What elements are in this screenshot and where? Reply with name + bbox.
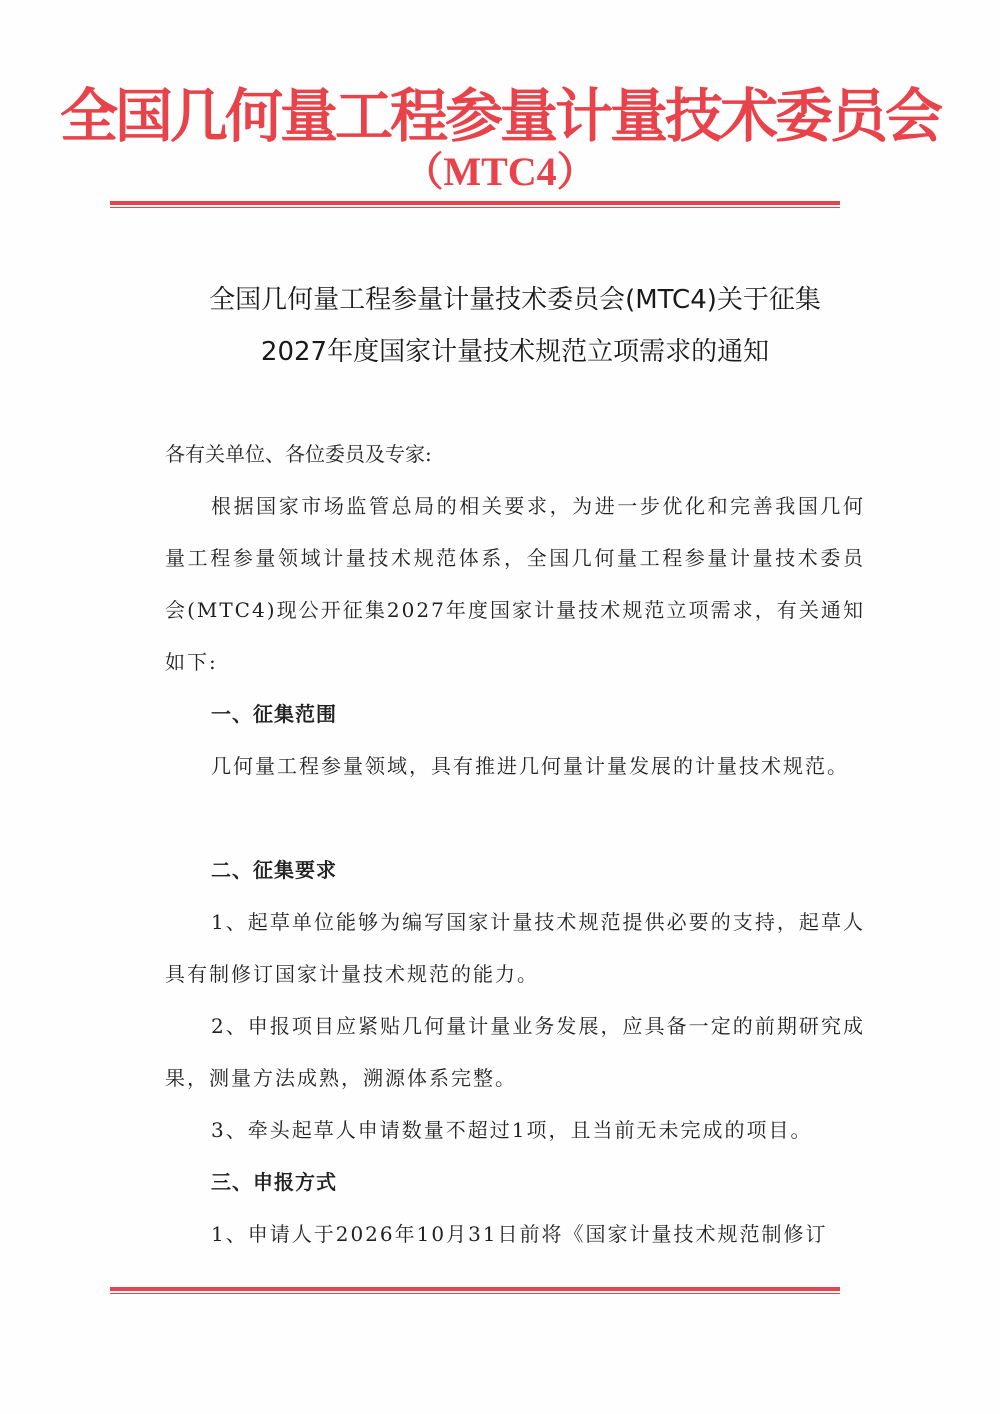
submission-item-1: 1、申请人于2026年10月31日前将《国家计量技术规范制修订 — [211, 1222, 828, 1246]
requirement-item-2: 2、申报项目应紧贴几何量计量业务发展，应具备一定的前期研究成果，测量方法成熟，溯源体系完整。 — [165, 1014, 865, 1090]
scope-paragraph: 几何量工程参量领域，具有推进几何量计量发展的计量技术规范。 — [211, 754, 849, 778]
notice-title — [100, 274, 930, 378]
letterhead-org-code: （MTC4） — [403, 149, 597, 194]
notice-title-line-1: 全国几何量工程参量计量技术委员会(MTC4)关于征集 — [209, 285, 821, 315]
section-heading-submission: 三、申报方式 — [211, 1170, 337, 1194]
requirement-item-3: 3、牵头起草人申请数量不超过1项，且当前无未完成的项目。 — [211, 1118, 813, 1142]
notice-title-line-2: 2027年度国家计量技术规范立项需求的通知 — [260, 337, 770, 367]
section-heading-scope: 一、征集范围 — [211, 702, 337, 726]
letterhead-org-name: 全国几何量工程参量计量技术委员会 — [59, 82, 940, 150]
requirement-item-1: 1、起草单位能够为编写国家计量技术规范提供必要的支持，起草人具有制修订国家计量技术规范的能力。 — [165, 910, 865, 986]
footer-rule — [110, 1287, 840, 1294]
intro-paragraph: 根据国家市场监管总局的相关要求，为进一步优化和完善我国几何量工程参量领域计量技术规范体系，全国几何量工程参量计量技术委员会(MTC4)现公开征集2027年度国家计量技术规范立项需求，有关通知如下: — [165, 494, 865, 674]
letterhead-top-rule — [110, 201, 840, 208]
salutation: 各有关单位、各位委员及专家: — [165, 442, 432, 466]
section-heading-requirements: 二、征集要求 — [211, 858, 337, 882]
